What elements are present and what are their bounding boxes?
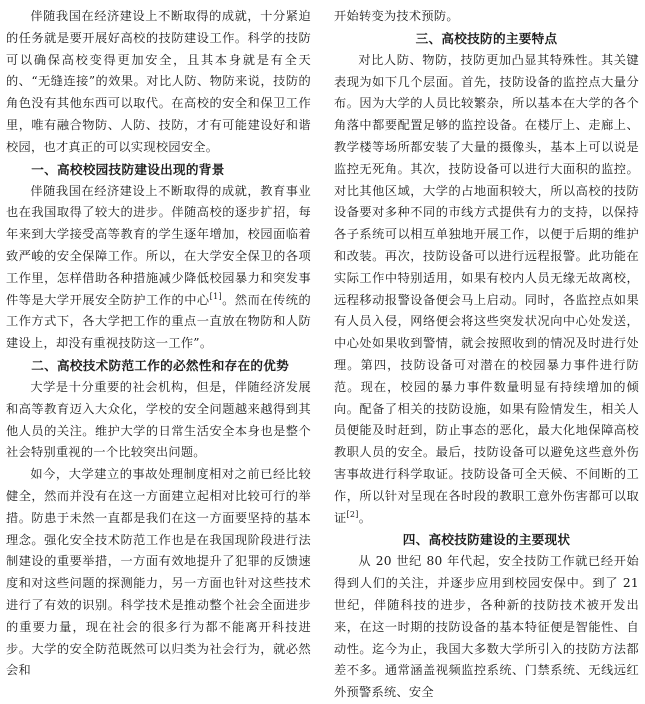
section-2-paragraph-2: 如今，大学建立的事故处理制度相对之前已经比较健全，然而并没有在这一方面建立起相对比较可行的举措。防患于未然一直都是我们在这一方面要坚持的基本理念。强化安全技术防范工作也是在我国现阶段进行法制建设的重要举措，一方面有效地提升了犯罪的反馈速度和对这些问题的探测能力，另一方面也针对这些技术进行了有效的识别。科学技术是推动整个社会全面进步的重要力量，现在社会的很多行为都不能离开科技进步。大学的安全防范既然可以归类为社会行为，就必然会和 [6,467,311,678]
section-3-text-tail: 。 [358,510,372,525]
section-2-heading: 二、高校技术防范工作的必然性和存在的优势 [31,357,290,373]
section-4-heading: 四、高校技防建设的主要现状 [402,532,571,548]
reference-2[interactable]: [2] [346,509,359,519]
section-2-paragraph-1: 大学是十分重要的社会机构，但是，伴随经济发展和高等教育迈入大众化，学校的安全问题越来越得到其他人员的关注。维护大学的日常生活安全本身也是整个社会特别重视的一个比较突出问题。 [6,379,311,460]
right-column [334,6,639,700]
section-1-paragraph [6,181,311,355]
section-1-heading: 一、高校校园技防建设出现的背景 [31,161,225,177]
section-4-paragraph: 从 20 世纪 80 年代起，安全技防工作就已经开始得到人们的关注，并逐步应用到校园安保中。到了 21 世纪，伴随科技的进步，各种新的技防技术被开发出来，在这一时期的技防设备的基本特征便是智能性、自动性。迄今为止，我国大多数大学所引入的技防方法都差不多。通常涵盖视频监控系统、门禁系统、无线远红外预警系统、安全 [334,554,639,700]
continued-text: 开始转变为技术预防。 [334,9,459,23]
section-3-paragraph [334,50,639,530]
reference-1[interactable]: [1] [209,291,222,301]
section-1-text: 伴随我国在经济建设上不断取得的成就，教育事业也在我国取得了较大的进步。伴随高校的逐步扩招，每年来到大学接受高等教育的学生逐年增加，校园面临着致严峻的安全保障工作。所以，在大学安全保卫的各项工作里，怎样借助各种措施减少降低校园暴力和突发事件等是大学开展安全防护工作的中心 [6,183,311,307]
section-3-text: 对比人防、物防，技防更加凸显其特殊性。其关键表现为如下几个层面。首先，技防设备的监控点大量分布。因为大学的人员比较繁杂，所以基本在大学的各个角落中都要配置足够的监控设备。在楼厅上、走廊上、教学楼等场所都安装了大量的摄像头，基本上可以说是监控无死角。其次，技防设备可以进行大面积的监控。对比其他区域，大学的占地面积较大，所以高校的技防设备要对多种不同的市线方式提供有力的支持，以保持各子系统可以相互单独地开展工作，以便于后期的维护和改装。再次，技防设备可以进行远程报警。此功能在实际工作中特别适用，如果有校内人员无缘无故离校，远程移动报警设备便会马上启动。同时，各监控点如果有人员入侵，网络便会将这些突发状况向中心处发送，中心处如果收到警情，就会按照收到的情况及时进行处理。第四，技防设备可对潜在的校园暴力事件进行防范。现在，校园的暴力事件数量明显有持续增加的倾向。配备了相关的技防设施，如果有险情发生，相关人员便能及时赶到，防止事态的恶化，最大化地保障高校教职人员的安全。最后，技防设备可以避免这些意外伤害事故进行科学取证。技防设备可全天候、不间断的工作，所以针对呈现在各时段的教职工意外伤害都可以取证 [334,52,639,525]
intro-paragraph: 伴随我国在经济建设上不断取得的成就，十分紧迫的任务就是要开展好高校的技防建设工作。科学的技防可以确保高校变得更加安全，且其本身就是有全天的、“无缝连接”的效果。对比人防、物防来说，技防的角色没有其他东西可以取代。在高校的安全和保卫工作里，唯有融合物防、人防、技防，才有可能建设好和谐校园，也才真正的可以实现校园安全。 [6,9,311,154]
section-1-text-tail: 。然而在传统的工作方式下，各大学把工作的重点一直放在物防和人防建设上，却没有重视技防这一工作”。 [6,292,311,351]
left-column [6,6,311,678]
section-3-heading: 三、高校技防的主要特点 [415,30,558,46]
